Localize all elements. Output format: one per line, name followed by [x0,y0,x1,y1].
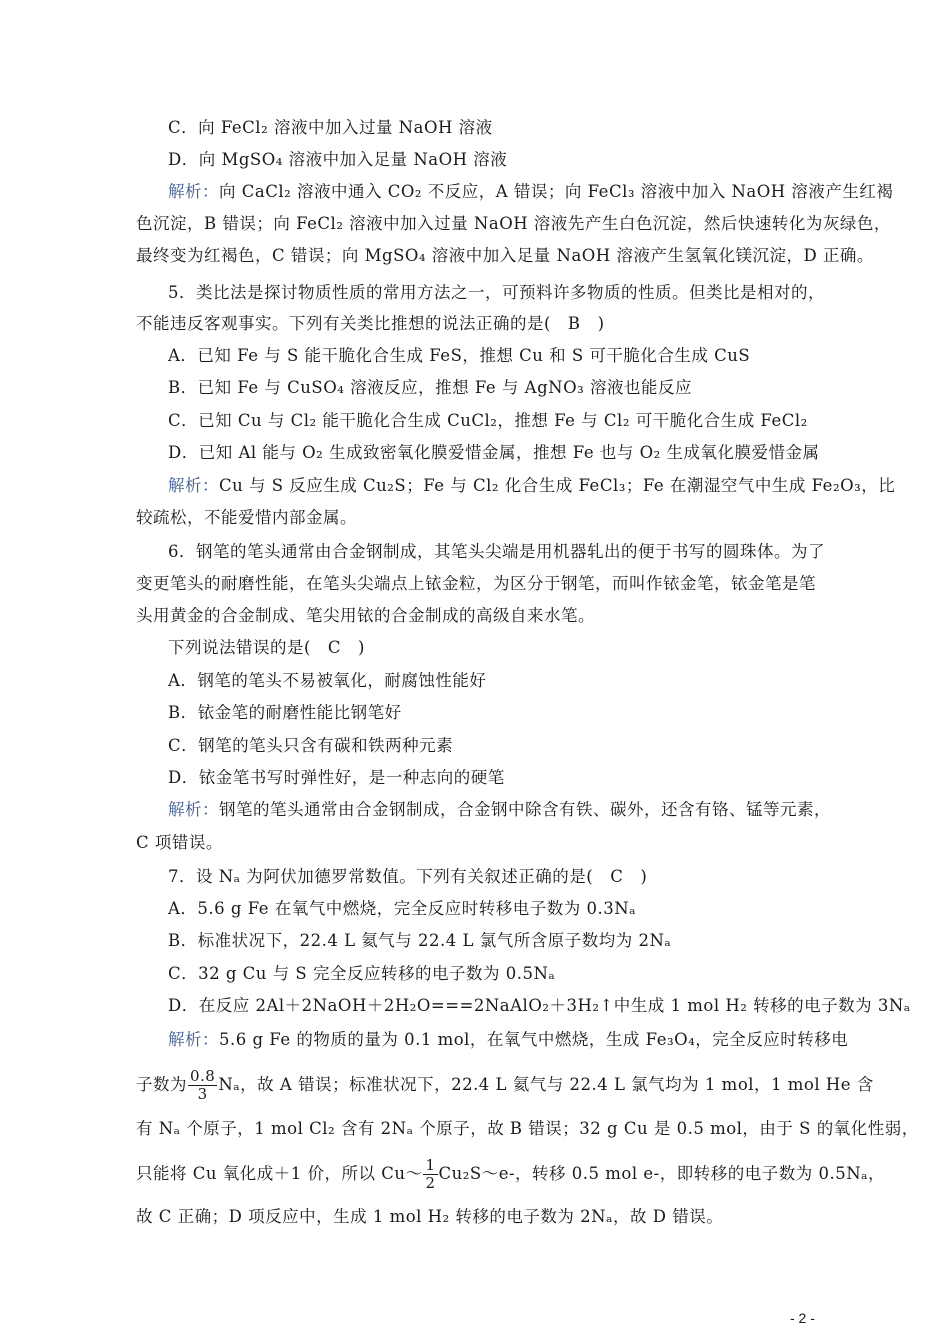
explanation-label: 解析： [168,800,219,819]
q6-option-c: C．钢笔的笔头只含有碳和铁两种元素 [168,736,454,755]
fraction-denominator: 3 [197,1085,208,1103]
q5-option-d: D．已知 Al 能与 O₂ 生成致密氧化膜爱惜金属，推想 Fe 也与 O₂ 生成氧化膜爱惜金属 [168,443,820,462]
fraction-denominator: 2 [425,1174,436,1192]
q6-explanation-line2: C 项错误。 [136,833,223,852]
q5-option-a: A．已知 Fe 与 S 能干脆化合生成 FeS，推想 Cu 和 S 可干脆化合生成 CuS [168,346,751,365]
q7-option-b: B．标准状况下，22.4 L 氦气与 22.4 L 氯气所含原子数均为 2Nₐ [168,931,672,950]
q6-stem-line2: 变更笔头的耐磨性能，在笔头尖端点上铱金粒，为区分于钢笔，而叫作铱金笔，铱金笔是笔 [136,574,816,593]
q7-exp-text2-post: Nₐ，故 A 错误；标准状况下，22.4 L 氦气与 22.4 L 氯气均为 1 mol，1 mol He 含 [218,1075,874,1094]
page-number: - 2 - [790,1310,815,1326]
q4-explanation-line1 [168,182,893,202]
q4-explanation-line3: 最终变为红褐色，C 错误；向 MgSO₄ 溶液中加入足量 NaOH 溶液产生氢氧化镁沉淀，D 正确。 [136,246,874,265]
q7-explanation-line2 [136,1068,874,1103]
q7-stem: 7．设 Nₐ 为阿伏加德罗常数值。下列有关叙述正确的是( C ) [168,867,648,886]
q5-option-c: C．已知 Cu 与 Cl₂ 能干脆化合生成 CuCl₂，推想 Fe 与 Cl₂ 可干脆化合生成 FeCl₂ [168,411,808,430]
explanation-label: 解析： [168,182,219,201]
q4-option-d: D．向 MgSO₄ 溶液中加入足量 NaOH 溶液 [168,150,508,169]
q5-stem-line2: 不能违反客观事实。下列有关类比推想的说法正确的是( B ) [136,314,605,333]
fraction-numerator: 1 [425,1156,436,1174]
q7-exp-text4-post: Cu₂S～e-，转移 0.5 mol e-，即转移的电子数为 0.5Nₐ， [438,1164,885,1183]
q6-exp-text1: 钢笔的笔头通常由合金钢制成，合金钢中除含有铁、碳外，还含有铬、锰等元素， [219,800,831,819]
q7-exp-text4-pre: 只能将 Cu 氧化成＋1 价，所以 Cu～ [136,1164,423,1183]
q7-explanation-line1 [168,1030,848,1050]
fraction-numerator: 0.8 [190,1067,216,1085]
q6-explanation-line1 [168,800,831,820]
q4-option-c: C．向 FeCl₂ 溶液中加入过量 NaOH 溶液 [168,118,493,137]
q7-exp-text2-pre: 子数为 [136,1075,187,1094]
q5-stem-line1: 5．类比法是探讨物质性质的常用方法之一，可预料许多物质的性质。但类比是相对的， [168,283,825,302]
q7-option-a: A．5.6 g Fe 在氧气中燃烧，完全反应时转移电子数为 0.3Nₐ [168,899,637,918]
q5-option-b: B．已知 Fe 与 CuSO₄ 溶液反应，推想 Fe 与 AgNO₃ 溶液也能反应 [168,378,692,397]
q6-stem-line3: 头用黄金的合金制成、笔尖用铱的合金制成的高级自来水笔。 [136,606,595,625]
q6-option-a: A．钢笔的笔头不易被氧化，耐腐蚀性能好 [168,671,487,690]
q5-exp-text1: Cu 与 S 反应生成 Cu₂S；Fe 与 Cl₂ 化合生成 FeCl₃；Fe 在潮湿空气中生成 Fe₂O₃，比 [219,476,896,495]
q4-explanation-line2: 色沉淀，B 错误；向 FeCl₂ 溶液中加入过量 NaOH 溶液先产生白色沉淀，然后快速转化为灰绿色， [136,214,891,233]
q7-option-c: C．32 g Cu 与 S 完全反应转移的电子数为 0.5Nₐ [168,964,556,983]
q6-stem-line1: 6．钢笔的笔头通常由合金钢制成，其笔头尖端是用机器轧出的便于书写的圆珠体。为了 [168,542,825,561]
q5-explanation-line1 [168,476,895,496]
q7-explanation-line4 [136,1157,885,1192]
q6-stem-line4: 下列说法错误的是( C ) [168,638,365,657]
q6-option-d: D．铱金笔书写时弹性好，是一种志向的硬笔 [168,768,505,787]
q7-exp-text1: 5.6 g Fe 的物质的量为 0.1 mol，在氧气中燃烧，生成 Fe₃O₄，完全反应时转移电 [219,1030,849,1049]
fraction-1-over-2 [423,1157,437,1192]
q4-exp-text1: 向 CaCl₂ 溶液中通入 CO₂ 不反应，A 错误；向 FeCl₃ 溶液中加入 NaOH 溶液产生红褐 [219,182,894,201]
explanation-label: 解析： [168,1030,219,1049]
q5-explanation-line2: 较疏松，不能爱惜内部金属。 [136,508,357,527]
q7-option-d: D．在反应 2Al＋2NaOH＋2H₂O===2NaAlO₂＋3H₂↑中生成 1 mol H₂ 转移的电子数为 3Nₐ [168,996,911,1015]
fraction-0.8-over-3 [188,1068,217,1103]
q7-explanation-line5: 故 C 正确；D 项反应中，生成 1 mol H₂ 转移的电子数为 2Nₐ，故 D 错误。 [136,1207,724,1226]
q7-explanation-line3: 有 Nₐ 个原子，1 mol Cl₂ 含有 2Nₐ 个原子，故 B 错误；32 g Cu 是 0.5 mol，由于 S 的氧化性弱， [136,1119,919,1138]
q6-option-b: B．铱金笔的耐磨性能比钢笔好 [168,703,402,722]
explanation-label: 解析： [168,476,219,495]
